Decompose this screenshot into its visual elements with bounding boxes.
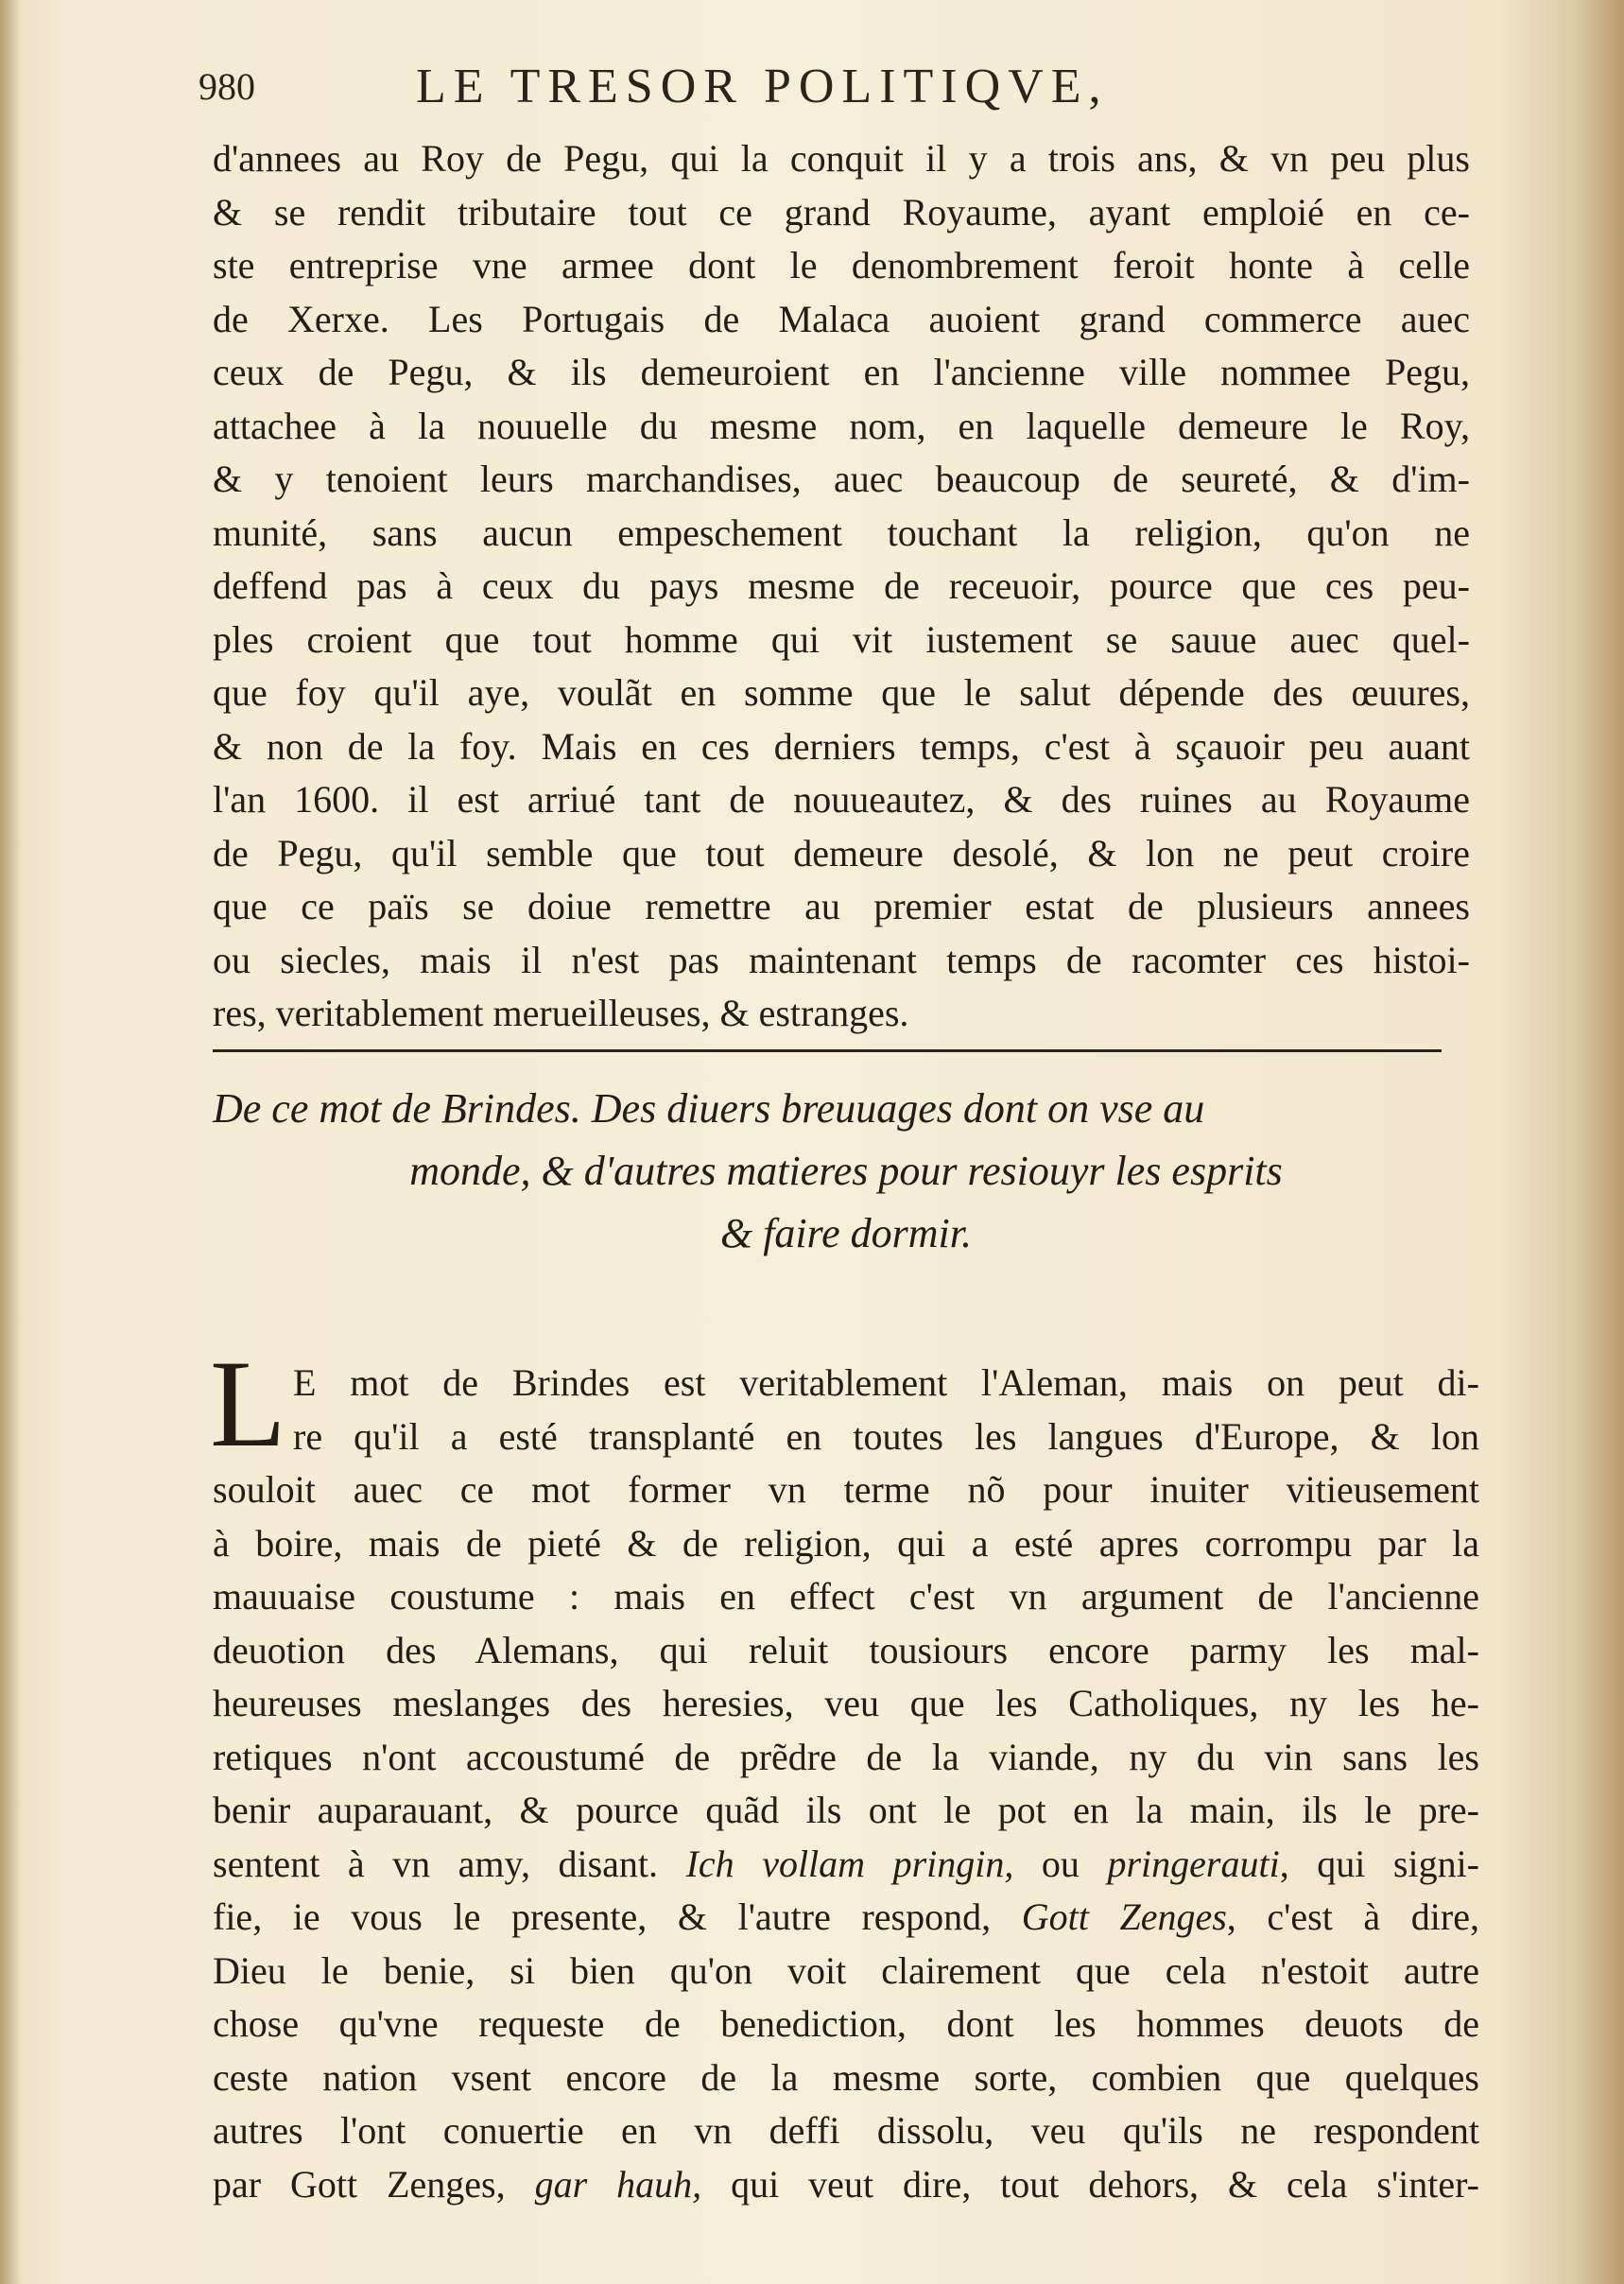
text-run: , qui signi- [1279,1842,1480,1885]
text-line: de Pegu, qu'il semble que tout demeure desolé, & lon ne peut croire [213,831,1470,874]
drop-cap: L [210,1334,286,1473]
text-run: par Gott Zenges, [213,2162,535,2206]
text-line: ou siecles, mais il n'est pas maintenant temps de racomter ces histoi- [213,938,1470,981]
heading-line: De ce mot de Brindes. Des diuers breuuages dont on vse au [213,1085,1205,1132]
text-line: E mot de Brindes est veritablement l'Aleman, mais on peut di- [293,1361,1479,1404]
text-line: Dieu le benie, si bien qu'on voit clairement que cela n'estoit autre [213,1948,1479,1992]
text-line: à boire, mais de pieté & de religion, qui a esté apres corrompu par la [213,1521,1479,1565]
text-line: heureuses meslanges des heresies, veu que les Catholiques, ny les he- [213,1682,1479,1724]
text-line: & non de la foy. Mais en ces derniers temps, c'est à sçauoir peu auant [213,724,1470,768]
text-line: d'annees au Roy de Pegu, qui la conquit il y a trois ans, & vn peu plus [213,137,1470,180]
text-line [213,1891,1479,1945]
heading-line: & faire dormir. [719,1210,973,1256]
text-line: munité, sans aucun empeschement touchant la religion, qu'on ne [213,510,1470,554]
german-phrase: Ich vollam pringin, [685,1842,1014,1885]
heading-line: monde, & d'autres matieres pour resiouyr les esprits [409,1148,1283,1194]
text-line: retiques n'ont accoustumé de prẽdre de la viande, ny du vin sans les [213,1735,1479,1778]
text-run: ou [1013,1842,1108,1885]
text-line: que ce païs se doiue remettre au premier estat de plusieurs annees [213,885,1470,927]
text-line: & se rendit tributaire tout ce grand Royaume, ayant emploié en ce- [213,190,1470,234]
paragraph-brindes [213,1357,1479,2211]
text-line: l'an 1600. il est arriué tant de nouueautez, & des ruines au Royaume [213,778,1470,821]
text-line: de Xerxe. Les Portugais de Malaca auoient grand commerce auec [213,297,1470,340]
page-number: 980 [199,65,255,108]
text-line: attachee à la nouuelle du mesme nom, en laquelle demeure le Roy, [213,404,1470,447]
text-line: mauuaise coustume : mais en effect c'est vn argument de l'ancienne [213,1575,1479,1618]
text-run: fie, ie vous le presente, & l'autre respond, [213,1895,1022,1938]
text-line: benir auparauant, & pource quãd ils ont le pot en la main, ils le pre- [213,1789,1479,1831]
text-line [213,1838,1479,1892]
text-run: qui veut dire, tout dehors, & cela s'inter- [701,2162,1479,2206]
paragraph-pegu [213,132,1470,1041]
page-gutter-shadow [0,0,21,2284]
text-line: que foy qu'il aye, voulãt en somme que le salut dépende des œuures, [213,671,1470,714]
running-title: LE TRESOR POLITIQVE, [416,60,1109,113]
section-divider [213,1049,1442,1052]
german-phrase: Gott Zenges [1021,1895,1227,1938]
text-run: , c'est à dire, [1226,1895,1479,1938]
section-heading [213,1078,1479,1265]
text-line: deuotion des Alemans, qui reluit tousiours encore parmy les mal- [213,1628,1479,1671]
text-line: ples croient que tout homme qui vit iustement se sauue auec quel- [213,617,1470,661]
text-line [213,2158,1479,2212]
text-line: & y tenoient leurs marchandises, auec beaucoup de seureté, & d'im- [213,458,1470,500]
page-header [199,59,1475,125]
text-line: deffend pas à ceux du pays mesme de receuoir, pource que ces peu- [213,564,1470,607]
text-line: ceste nation vsent encore de la mesme sorte, combien que quelques [213,2055,1479,2099]
text-line: res, veritablement merueilleuses, & estranges. [213,992,909,1034]
text-line: autres l'ont conuertie en vn deffi dissolu, veu qu'ils ne respondent [213,2109,1479,2152]
text-line: ceux de Pegu, & ils demeuroient en l'ancienne ville nommee Pegu, [213,351,1470,393]
text-line: re qu'il a esté transplanté en toutes les langues d'Europe, & lon [293,1414,1479,1458]
text-line: souloit auec ce mot former vn terme nõ pour inuiter vitieusement [213,1468,1479,1511]
german-phrase: pringerauti [1107,1842,1280,1885]
text-line: chose qu'vne requeste de benediction, dont les hommes deuots de [213,2002,1479,2045]
text-run: sentent à vn amy, disant. [213,1842,686,1885]
german-phrase: gar hauh, [534,2162,702,2206]
text-line: ste entreprise vne armee dont le denombrement feroit honte à celle [213,244,1470,286]
